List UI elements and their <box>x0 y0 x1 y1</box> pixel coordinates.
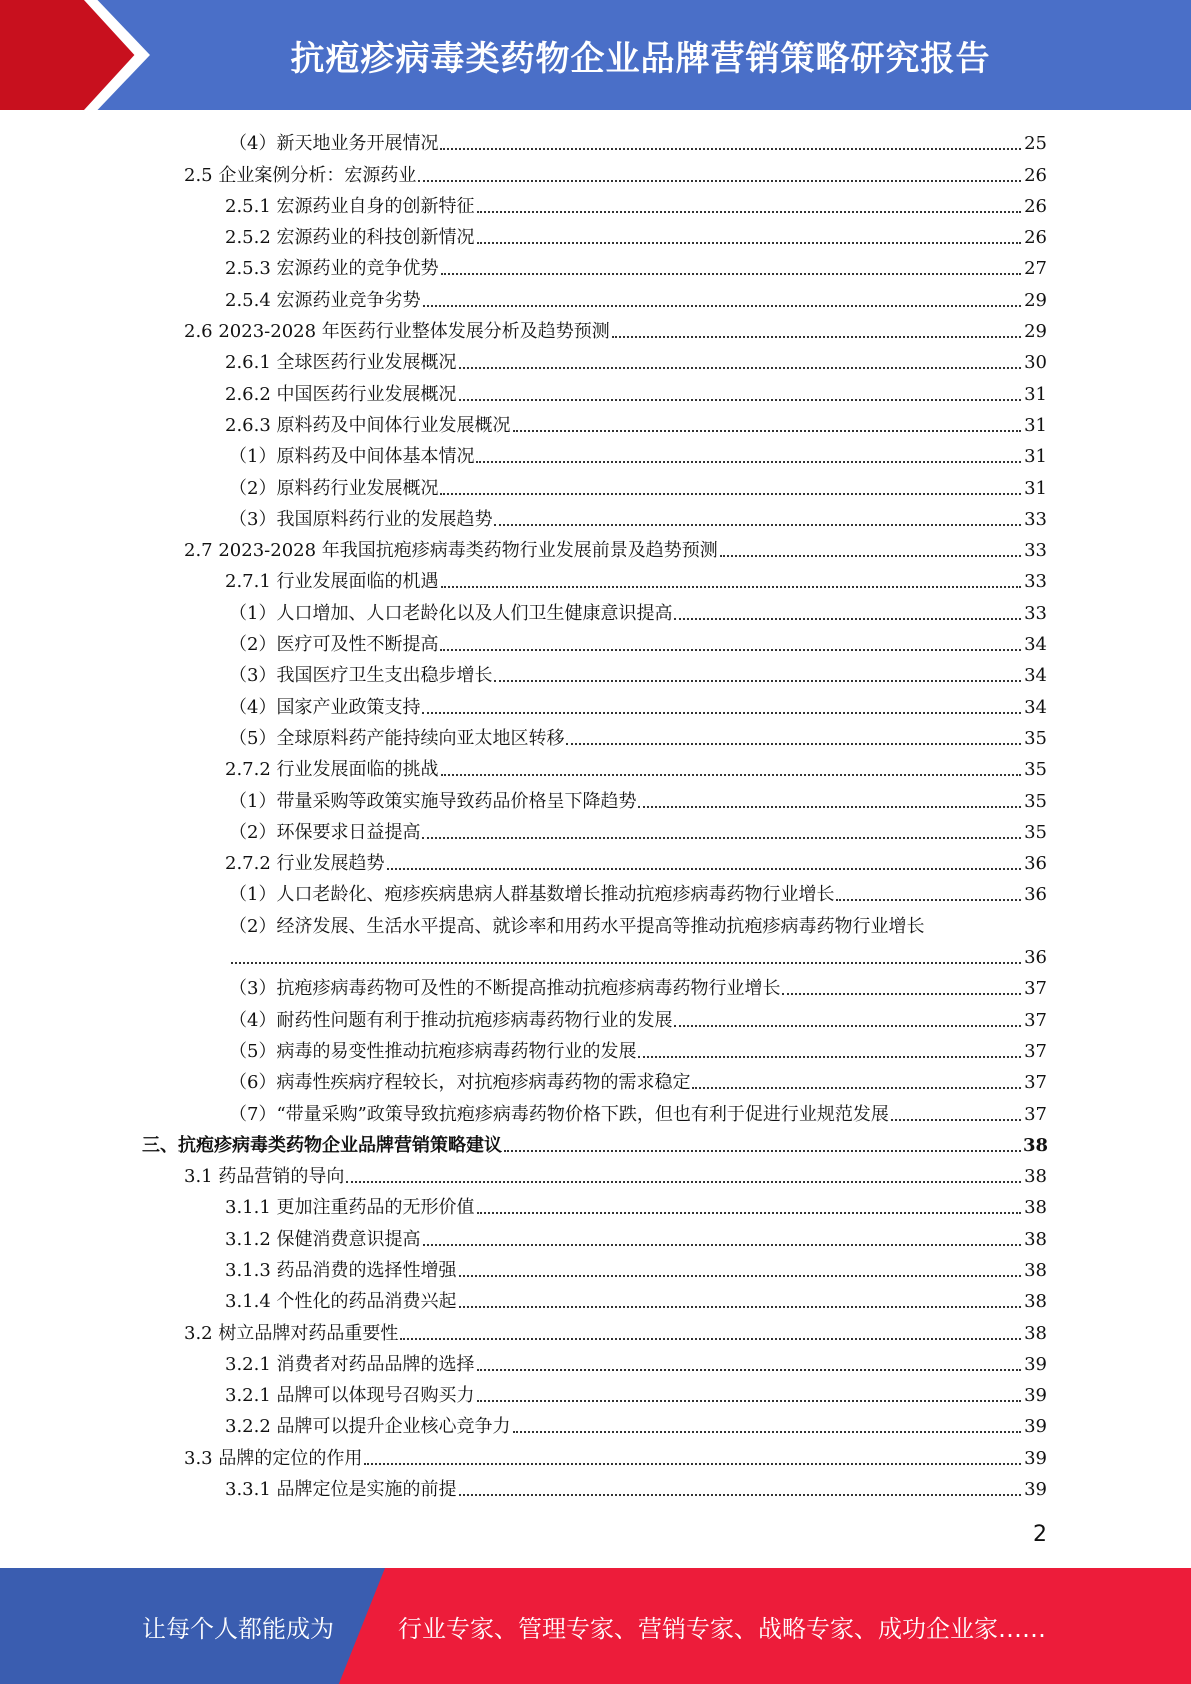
toc-entry-title: 3.3 品牌的定位的作用 <box>184 1447 363 1469</box>
report-title: 抗疱疹病毒类药物企业品牌营销策略研究报告 <box>290 38 991 79</box>
toc-entry-title: （4）耐药性问题有利于推动抗疱疹病毒药物行业的发展 <box>229 1009 673 1031</box>
toc-entry-title: （2）经济发展、生活水平提高、就诊率和用药水平提高等推动抗疱疹病毒药物行业增长 <box>229 915 925 937</box>
toc-entry[interactable] <box>0 1191 1191 1222</box>
toc-entry[interactable] <box>0 1035 1191 1066</box>
toc-entry-title: 3.1.1 更加注重药品的无形价值 <box>225 1197 475 1219</box>
toc-leader-dots <box>477 1369 1021 1371</box>
toc-leader-dots <box>459 1275 1021 1277</box>
toc-entry[interactable] <box>0 659 1191 690</box>
toc-leader-dots <box>476 461 1021 463</box>
toc-leader-dots <box>477 242 1021 244</box>
toc-entry-page: 39 <box>1024 1479 1047 1501</box>
toc-entry-page: 26 <box>1024 164 1047 186</box>
toc-leader-dots <box>692 1087 1021 1089</box>
toc-leader-dots <box>459 399 1021 401</box>
toc-entry-page: 33 <box>1024 540 1047 562</box>
toc-entry-title: 3.1.2 保健消费意识提高 <box>225 1228 421 1250</box>
toc-entry-title: 3.2.2 品牌可以提升企业核心竞争力 <box>225 1416 511 1438</box>
toc-leader-dots <box>494 524 1021 526</box>
toc-entry[interactable] <box>0 1097 1191 1128</box>
toc-entry-title: 2.5.2 宏源药业的科技创新情况 <box>225 227 475 249</box>
toc-entry-page: 30 <box>1024 352 1047 374</box>
toc-entry-page: 35 <box>1024 727 1047 749</box>
toc-entry-title: （1）原料药及中间体基本情况 <box>229 446 475 468</box>
toc-entry[interactable] <box>0 1066 1191 1097</box>
toc-entry-title: （2）环保要求日益提高 <box>229 821 421 843</box>
toc-leader-dots <box>638 1056 1021 1058</box>
toc-entry[interactable] <box>0 1473 1191 1504</box>
toc-leader-dots <box>400 1338 1021 1340</box>
toc-entry-page: 29 <box>1024 289 1047 311</box>
toc-entry-title: 2.7.2 行业发展面临的挑战 <box>225 759 439 781</box>
toc-leader-dots <box>423 1244 1021 1246</box>
toc-leader-dots <box>364 1463 1021 1465</box>
toc-entry-page: 36 <box>1024 884 1047 906</box>
toc-leader-dots <box>720 555 1021 557</box>
toc-entry[interactable] <box>0 628 1191 659</box>
toc-entry-page: 38 <box>1024 1228 1047 1250</box>
toc-leader-dots <box>459 1494 1021 1496</box>
toc-entry-page: 39 <box>1024 1353 1047 1375</box>
toc-entry-title: 2.6.1 全球医药行业发展概况 <box>225 352 457 374</box>
toc-entry[interactable] <box>0 534 1191 565</box>
toc-entry[interactable] <box>0 1348 1191 1379</box>
toc-entry[interactable] <box>0 565 1191 596</box>
toc-entry[interactable] <box>0 1129 1191 1160</box>
toc-entry-title: 2.6.2 中国医药行业发展概况 <box>225 383 457 405</box>
toc-leader-dots <box>674 618 1021 620</box>
toc-leader-dots <box>513 1431 1021 1433</box>
toc-entry-title: （7）“带量采购”政策导致抗疱疹病毒药物价格下跌，但也有利于促进行业规范发展 <box>229 1103 889 1125</box>
toc-entry[interactable] <box>0 1285 1191 1316</box>
toc-entry-page: 29 <box>1024 321 1047 343</box>
toc-entry-page: 38 <box>1024 1259 1047 1281</box>
toc-entry-page: 26 <box>1024 227 1047 249</box>
toc-entry-title: 2.5.3 宏源药业的竞争优势 <box>225 258 439 280</box>
toc-entry-continuation[interactable] <box>0 941 1191 972</box>
toc-entry[interactable] <box>0 1441 1191 1472</box>
toc-leader-dots <box>441 273 1021 275</box>
toc-entry-title: （6）病毒性疾病疗程较长，对抗疱疹病毒药物的需求稳定 <box>229 1072 691 1094</box>
toc-leader-dots <box>459 367 1021 369</box>
toc-entry-page: 31 <box>1024 383 1047 405</box>
toc-entry-page: 34 <box>1024 696 1047 718</box>
toc-entry-title: （5）全球原料药产能持续向亚太地区转移 <box>229 727 565 749</box>
toc-entry[interactable] <box>0 1222 1191 1253</box>
toc-entry[interactable] <box>0 1379 1191 1410</box>
toc-entry-page: 39 <box>1024 1416 1047 1438</box>
toc-leader-dots <box>477 211 1021 213</box>
toc-entry[interactable] <box>0 596 1191 627</box>
toc-entry[interactable] <box>0 690 1191 721</box>
toc-entry-page: 31 <box>1024 414 1047 436</box>
toc-leader-dots <box>441 774 1021 776</box>
toc-entry-page: 36 <box>1024 853 1047 875</box>
toc-entry[interactable] <box>0 346 1191 377</box>
toc-entry-page: 27 <box>1024 258 1047 280</box>
toc-leader-dots <box>440 148 1021 150</box>
toc-entry-page: 33 <box>1024 602 1047 624</box>
toc-entry-title: （1）人口老龄化、疱疹疾病患病人群基数增长推动抗疱疹病毒药物行业增长 <box>229 884 835 906</box>
toc-entry-title: 3.1.3 药品消费的选择性增强 <box>225 1259 457 1281</box>
toc-entry-page: 26 <box>1024 195 1047 217</box>
toc-leader-dots <box>513 430 1021 432</box>
toc-entry-page: 37 <box>1024 1009 1047 1031</box>
toc-entry[interactable] <box>0 816 1191 847</box>
table-of-contents <box>0 127 1191 1504</box>
toc-entry-page: 35 <box>1024 821 1047 843</box>
toc-entry-page: 39 <box>1024 1447 1047 1469</box>
toc-entry-title: 2.7.2 行业发展趋势 <box>225 853 385 875</box>
toc-entry-title: （5）病毒的易变性推动抗疱疹病毒药物行业的发展 <box>229 1040 637 1062</box>
toc-entry[interactable] <box>0 158 1191 189</box>
toc-entry-title: 2.7 2023-2028 年我国抗疱疹病毒类药物行业发展前景及趋势预测 <box>184 540 718 562</box>
toc-entry[interactable] <box>0 1254 1191 1285</box>
page-number: 2 <box>1033 1522 1047 1547</box>
toc-entry[interactable] <box>0 1160 1191 1191</box>
toc-entry[interactable] <box>0 847 1191 878</box>
toc-entry[interactable] <box>0 784 1191 815</box>
toc-leader-dots <box>418 180 1021 182</box>
toc-entry-title: （2）医疗可及性不断提高 <box>229 634 439 656</box>
toc-entry-title: 2.5.4 宏源药业竞争劣势 <box>225 289 421 311</box>
toc-entry[interactable] <box>0 972 1191 1003</box>
toc-leader-dots <box>674 1025 1021 1027</box>
toc-entry-title: 2.5 企业案例分析：宏源药业 <box>184 164 417 186</box>
toc-entry-page: 37 <box>1024 1072 1047 1094</box>
toc-entry-page: 38 <box>1024 1197 1047 1219</box>
toc-entry-title: 3.2.1 品牌可以体现号召购买力 <box>225 1385 475 1407</box>
toc-entry[interactable] <box>0 252 1191 283</box>
toc-entry[interactable] <box>0 283 1191 314</box>
toc-leader-dots <box>477 1212 1021 1214</box>
toc-leader-dots <box>638 806 1021 808</box>
toc-entry[interactable] <box>0 190 1191 221</box>
toc-entry[interactable] <box>0 1003 1191 1034</box>
toc-entry-title: （3）我国医疗卫生支出稳步增长 <box>229 665 493 687</box>
header-banner <box>0 0 1191 110</box>
toc-entry[interactable] <box>0 909 1191 940</box>
toc-entry[interactable] <box>0 1410 1191 1441</box>
toc-entry-page: 35 <box>1024 759 1047 781</box>
toc-entry[interactable] <box>0 753 1191 784</box>
toc-leader-dots <box>387 868 1021 870</box>
toc-entry-title: 3.3.1 品牌定位是实施的前提 <box>225 1479 457 1501</box>
toc-entry[interactable] <box>0 221 1191 252</box>
toc-entry[interactable] <box>0 440 1191 471</box>
toc-entry[interactable] <box>0 722 1191 753</box>
toc-entry-page: 39 <box>1024 1385 1047 1407</box>
toc-entry-title: 2.5.1 宏源药业自身的创新特征 <box>225 195 475 217</box>
toc-entry-title: （1）人口增加、人口老龄化以及人们卫生健康意识提高 <box>229 602 673 624</box>
footer-slogan-right: 行业专家、管理专家、营销专家、战略专家、成功企业家…… <box>398 1614 1046 1643</box>
toc-entry-page: 36 <box>1024 947 1047 969</box>
toc-leader-dots <box>440 493 1021 495</box>
toc-entry-page: 38 <box>1024 1322 1047 1344</box>
toc-leader-dots <box>423 305 1021 307</box>
footer-banner <box>0 1568 1191 1684</box>
toc-leader-dots <box>346 1181 1021 1183</box>
toc-leader-dots <box>459 1306 1021 1308</box>
toc-entry-page: 33 <box>1024 508 1047 530</box>
toc-entry-title: 3.2 树立品牌对药品重要性 <box>184 1322 399 1344</box>
toc-leader-dots <box>422 712 1021 714</box>
toc-entry-page: 38 <box>1023 1134 1049 1156</box>
toc-entry-title: （3）我国原料药行业的发展趋势 <box>229 508 493 530</box>
toc-entry-page: 33 <box>1024 571 1047 593</box>
toc-leader-dots <box>891 1119 1021 1121</box>
toc-leader-dots <box>612 336 1021 338</box>
toc-leader-dots <box>422 837 1021 839</box>
toc-entry-page: 25 <box>1024 133 1047 155</box>
toc-entry[interactable] <box>0 878 1191 909</box>
toc-entry-page: 35 <box>1024 790 1047 812</box>
toc-entry-title: 2.7.1 行业发展面临的机遇 <box>225 571 439 593</box>
toc-leader-dots <box>836 899 1021 901</box>
toc-entry-title: （3）抗疱疹病毒药物可及性的不断提高推动抗疱疹病毒药物行业增长 <box>229 978 781 1000</box>
toc-leader-dots <box>477 1400 1021 1402</box>
toc-entry-title: 3.1.4 个性化的药品消费兴起 <box>225 1291 457 1313</box>
toc-entry[interactable] <box>0 315 1191 346</box>
toc-leader-dots <box>440 649 1021 651</box>
toc-entry-title: （4）国家产业政策支持 <box>229 696 421 718</box>
toc-entry-page: 38 <box>1024 1166 1047 1188</box>
toc-entry-page: 37 <box>1024 1040 1047 1062</box>
toc-entry-page: 31 <box>1024 477 1047 499</box>
toc-entry[interactable] <box>0 409 1191 440</box>
footer-slogan-left: 让每个人都能成为 <box>142 1614 334 1643</box>
toc-entry[interactable] <box>0 127 1191 158</box>
toc-entry-title: （1）带量采购等政策实施导致药品价格呈下降趋势 <box>229 790 637 812</box>
toc-leader-dots <box>494 680 1021 682</box>
toc-entry[interactable] <box>0 471 1191 502</box>
toc-entry-title: 3.1 药品营销的导向 <box>184 1166 345 1188</box>
toc-entry-page: 31 <box>1024 446 1047 468</box>
toc-leader-dots <box>566 743 1021 745</box>
toc-entry-title: 三、抗疱疹病毒类药物企业品牌营销策略建议 <box>142 1134 502 1156</box>
toc-entry-title: （2）原料药行业发展概况 <box>229 477 439 499</box>
toc-entry-page: 38 <box>1024 1291 1047 1313</box>
toc-leader-dots <box>231 962 1021 964</box>
toc-leader-dots <box>504 1150 1021 1152</box>
toc-entry-title: （4）新天地业务开展情况 <box>229 133 439 155</box>
toc-leader-dots <box>782 993 1021 995</box>
toc-entry-title: 2.6 2023-2028 年医药行业整体发展分析及趋势预测 <box>184 321 610 343</box>
toc-entry[interactable] <box>0 1316 1191 1347</box>
toc-entry-page: 34 <box>1024 665 1047 687</box>
toc-entry-page: 37 <box>1024 978 1047 1000</box>
toc-entry-title: 3.2.1 消费者对药品品牌的选择 <box>225 1353 475 1375</box>
toc-entry-title: 2.6.3 原料药及中间体行业发展概况 <box>225 414 511 436</box>
toc-leader-dots <box>441 586 1021 588</box>
toc-entry-page: 37 <box>1024 1103 1047 1125</box>
toc-entry-page: 34 <box>1024 634 1047 656</box>
toc-entry[interactable] <box>0 503 1191 534</box>
toc-entry[interactable] <box>0 377 1191 408</box>
header-arrow-icon <box>0 0 140 110</box>
